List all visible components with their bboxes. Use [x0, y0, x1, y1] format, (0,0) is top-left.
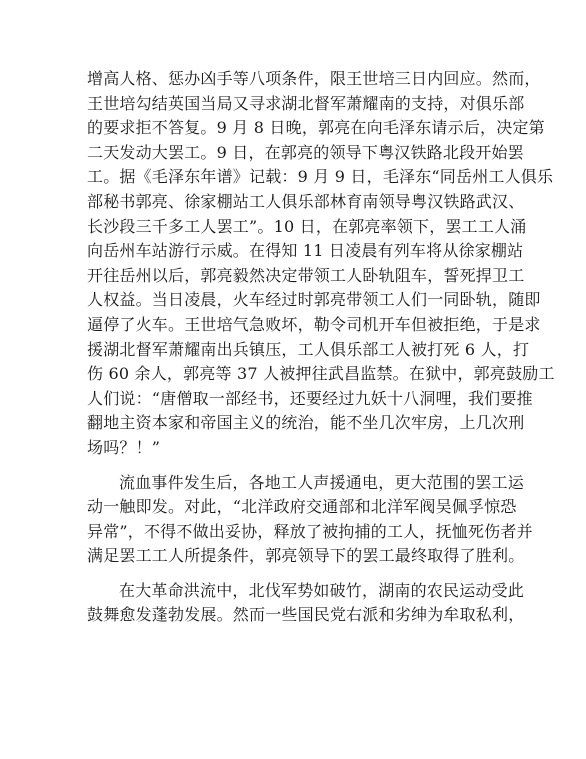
text-line: 鼓舞愈发蓬勃发展。然而一些国民党右派和劣绅为牟取私利， — [87, 605, 525, 625]
text-line: 翻地主资本家和帝国主义的统治，能不坐几次牢房，上几次刑 — [87, 413, 525, 433]
paragraph-3 — [87, 579, 525, 628]
text-line: 援湖北督军萧耀南出兵镇压，工人俱乐部工人被打死 6 人，打 — [87, 339, 530, 359]
text-line: 二天发动大罢工。9 日，在郭亮的领导下粤汉铁路北段开始罢 — [87, 142, 524, 162]
text-line: 动一触即发。对此，“北洋政府交通部和北洋军阀吴佩孚惊恐 — [87, 497, 517, 517]
text-line: 逼停了火车。王世培气急败坏，勒令司机开车但被拒绝，于是求 — [87, 314, 541, 334]
body-text — [87, 67, 555, 638]
text-line: 王世培勾结英国当局又寻求湖北督军萧耀南的支持，对俱乐部 — [87, 93, 525, 113]
text-line: 场吗？！” — [87, 437, 161, 457]
paragraph-1 — [87, 67, 555, 461]
text-line: 工。据《毛泽东年谱》记载：9 月 9 日，毛泽东“同岳州工人俱乐 — [87, 167, 554, 187]
text-line: 异常”，不得不做出妥协，释放了被拘捕的工人，抚恤死伤者并 — [87, 521, 533, 541]
paragraph-2 — [87, 471, 533, 569]
text-line: 在大革命洪流中，北伐军势如破竹，湖南的农民运动受此 — [119, 580, 525, 600]
text-line: 的要求拒不答复。9 月 8 日晚，郭亮在向毛泽东请示后，决定第 — [87, 118, 545, 138]
text-line: 流血事件发生后，各地工人声援通电，更大范围的罢工运 — [119, 472, 525, 492]
text-line: 满足罢工工人所提条件，郭亮领导下的罢工最终取得了胜利。 — [87, 546, 525, 566]
text-line: 开往岳州以后，郭亮毅然决定带领工人卧轨阻车，誓死捍卫工 — [87, 265, 525, 285]
text-line: 长沙段三千多工人罢工”。10 日，在郭亮率领下，罢工工人涌 — [87, 216, 527, 236]
text-line: 增高人格、惩办凶手等八项条件，限王世培三日内回应。然而， — [87, 69, 541, 88]
text-line: 人权益。当日凌晨，火车经过时郭亮带领工人们一同卧轨，随即 — [87, 290, 541, 310]
text-line: 伤 60 余人，郭亮等 37 人被押往武昌监禁。在狱中，郭亮鼓励工 — [87, 364, 555, 384]
text-line: 向岳州车站游行示威。在得知 11 日凌晨有列车将从徐家棚站 — [87, 241, 524, 261]
text-line: 部秘书郭亮、徐家棚站工人俱乐部林育南领导粤汉铁路武汉、 — [87, 191, 525, 211]
text-line: 人们说：“唐僧取一部经书，还要经过九妖十八洞哩，我们要推 — [87, 388, 533, 408]
